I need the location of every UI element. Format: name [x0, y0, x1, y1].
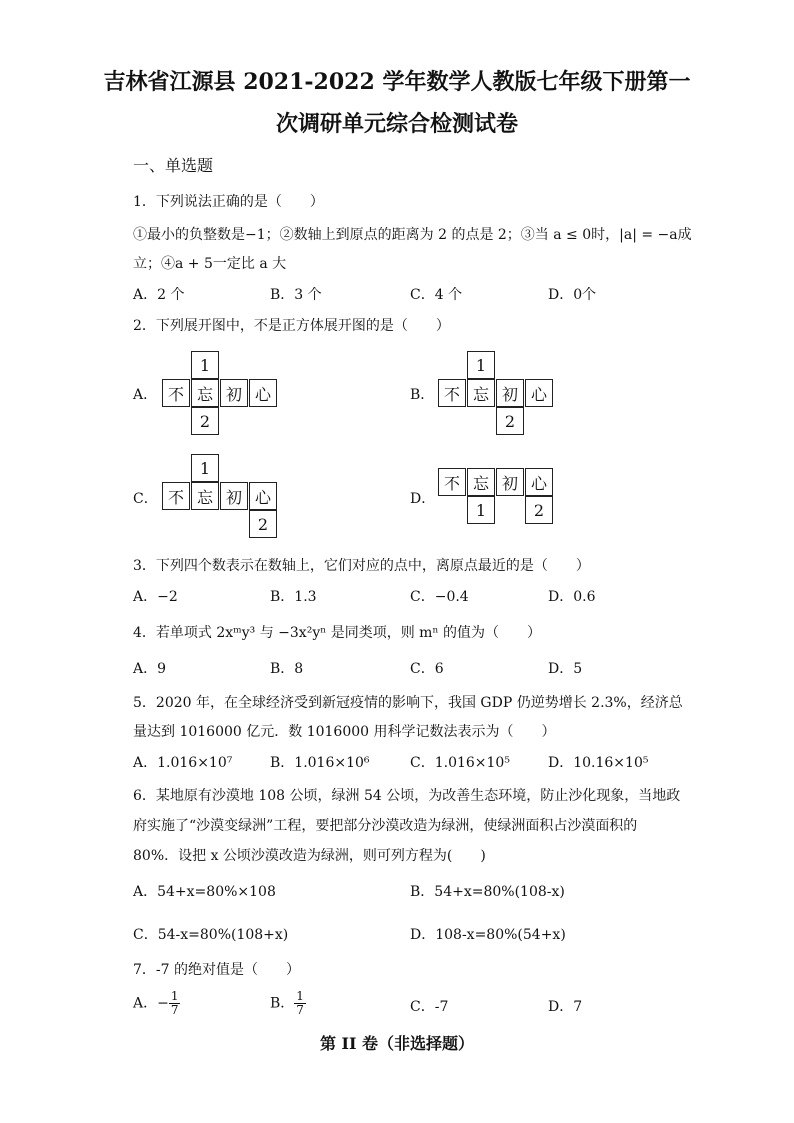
q7-option-c: C．-7 [410, 999, 449, 1015]
q5-option-b: B．1.016×10⁶ [270, 755, 370, 771]
q7-option-b-prefix: B． [270, 995, 295, 1012]
q6-stem-line3: 80%．设把 x 公顷沙漠改造为绿洲，则可列方程为( ) [133, 848, 486, 864]
net-d-cell-wang: 忘 [467, 468, 495, 496]
q6-option-c: C．54-x=80%(108+x) [133, 927, 289, 943]
net-a-cell-1: 1 [191, 351, 219, 379]
part-two-heading: 第 II 卷（非选择题） [319, 1034, 475, 1053]
q5-option-c: C．1.016×10⁵ [410, 755, 510, 771]
q6-option-d: D．108-x=80%(54+x) [410, 927, 566, 943]
fraction-denominator: 7 [170, 1003, 179, 1017]
q4-option-d: D．5 [548, 661, 583, 677]
net-d-cell-chu: 初 [496, 468, 524, 496]
q4-option-c: C．6 [410, 661, 444, 677]
q6-option-a: A．54+x=80%×108 [133, 884, 276, 900]
net-c-cell-wang: 忘 [191, 482, 219, 510]
net-d-cell-xin: 心 [525, 468, 553, 496]
q1-statements-line2: 立；④a + 5一定比 a 大 [133, 256, 287, 272]
net-a-cell-wang: 忘 [191, 379, 219, 407]
q4-option-a: A．9 [133, 661, 167, 677]
net-c-cell-bu: 不 [162, 482, 190, 510]
q2-option-c-label: C． [133, 491, 158, 507]
q2-option-a-label: A． [133, 387, 158, 403]
net-c-cell-xin: 心 [249, 482, 277, 510]
q7-stem: 7．-7 的绝对值是（ ） [133, 962, 300, 978]
q5-stem-line1: 5．2020 年，在全球经济受到新冠疫情的影响下，我国 GDP 仍逆势增长 2.3%，经济总 [133, 695, 683, 711]
q1-option-b: B．3 个 [270, 287, 322, 303]
q3-option-a: A．−2 [133, 589, 178, 605]
q7-option-a-fraction [169, 990, 181, 1017]
net-c-cell-chu: 初 [220, 482, 248, 510]
q7-option-b [270, 990, 306, 1017]
net-d-cell-2: 2 [525, 496, 553, 524]
q1-option-a: A．2 个 [133, 287, 185, 303]
q5-option-a: A．1.016×10⁷ [133, 755, 233, 771]
q5-option-d: D．10.16×10⁵ [548, 755, 649, 771]
q1-stem: 1．下列说法正确的是（ ） [133, 194, 324, 210]
net-c-cell-2: 2 [249, 510, 277, 538]
page-title-line2: 次调研单元综合检测试卷 [275, 111, 518, 137]
net-c-cell-1: 1 [191, 454, 219, 482]
q6-stem-line2: 府实施了“沙漠变绿洲”工程，要把部分沙漠改造为绿洲，使绿洲面积占沙漠面积的 [133, 818, 638, 834]
net-b-cell-bu: 不 [438, 379, 466, 407]
q1-statements-line1: ①最小的负整数是−1；②数轴上到原点的距离为 2 的点是 2；③当 a ≤ 0时，|a| = −a成 [133, 227, 692, 243]
fraction-numerator: 1 [296, 989, 304, 1003]
q2-stem: 2．下列展开图中，不是正方体展开图的是（ ） [133, 318, 450, 334]
q6-option-b: B．54+x=80%(108-x) [410, 884, 565, 900]
q7-option-b-fraction [294, 990, 306, 1017]
net-a-cell-chu: 初 [220, 379, 248, 407]
net-a-cell-xin: 心 [249, 379, 277, 407]
q4-stem: 4．若单项式 2xᵐy³ 与 −3x²yⁿ 是同类项，则 mⁿ 的值为（ ） [133, 625, 541, 641]
net-b-cell-wang: 忘 [467, 379, 495, 407]
q7-option-a [133, 990, 180, 1017]
q3-stem: 3．下列四个数表示在数轴上，它们对应的点中，离原点最近的是（ ） [133, 558, 590, 574]
q1-option-c: C．4 个 [410, 287, 463, 303]
q5-stem-line2: 量达到 1016000 亿元．数 1016000 用科学记数法表示为（ ） [133, 724, 556, 740]
net-a-cell-bu: 不 [162, 379, 190, 407]
fraction-numerator: 1 [170, 989, 179, 1003]
q2-option-b-label: B． [410, 387, 435, 403]
net-b-cell-chu: 初 [496, 379, 524, 407]
q3-option-b: B．1.3 [270, 589, 317, 605]
q3-option-d: D．0.6 [548, 589, 596, 605]
q7-option-d: D．7 [548, 999, 583, 1015]
net-d-cell-bu: 不 [438, 468, 466, 496]
net-a-cell-2: 2 [191, 407, 219, 435]
q7-option-a-prefix: A．− [133, 995, 169, 1012]
q6-stem-line1: 6．某地原有沙漠地 108 公顷，绿洲 54 公顷，为改善生态环境，防止沙化现象，当地政 [133, 788, 681, 804]
q1-option-d: D．0个 [548, 287, 597, 303]
fraction-denominator: 7 [296, 1003, 304, 1017]
page-title-line1: 吉林省江源县 2021-2022 学年数学人教版七年级下册第一 [103, 69, 691, 95]
net-b-cell-1: 1 [467, 351, 495, 379]
q4-option-b: B．8 [270, 661, 304, 677]
net-b-cell-xin: 心 [525, 379, 553, 407]
section-heading: 一、单选题 [133, 156, 214, 175]
net-d-cell-1: 1 [467, 496, 495, 524]
net-b-cell-2: 2 [496, 407, 524, 435]
q2-option-d-label: D． [410, 491, 436, 507]
q3-option-c: C．−0.4 [410, 589, 469, 605]
